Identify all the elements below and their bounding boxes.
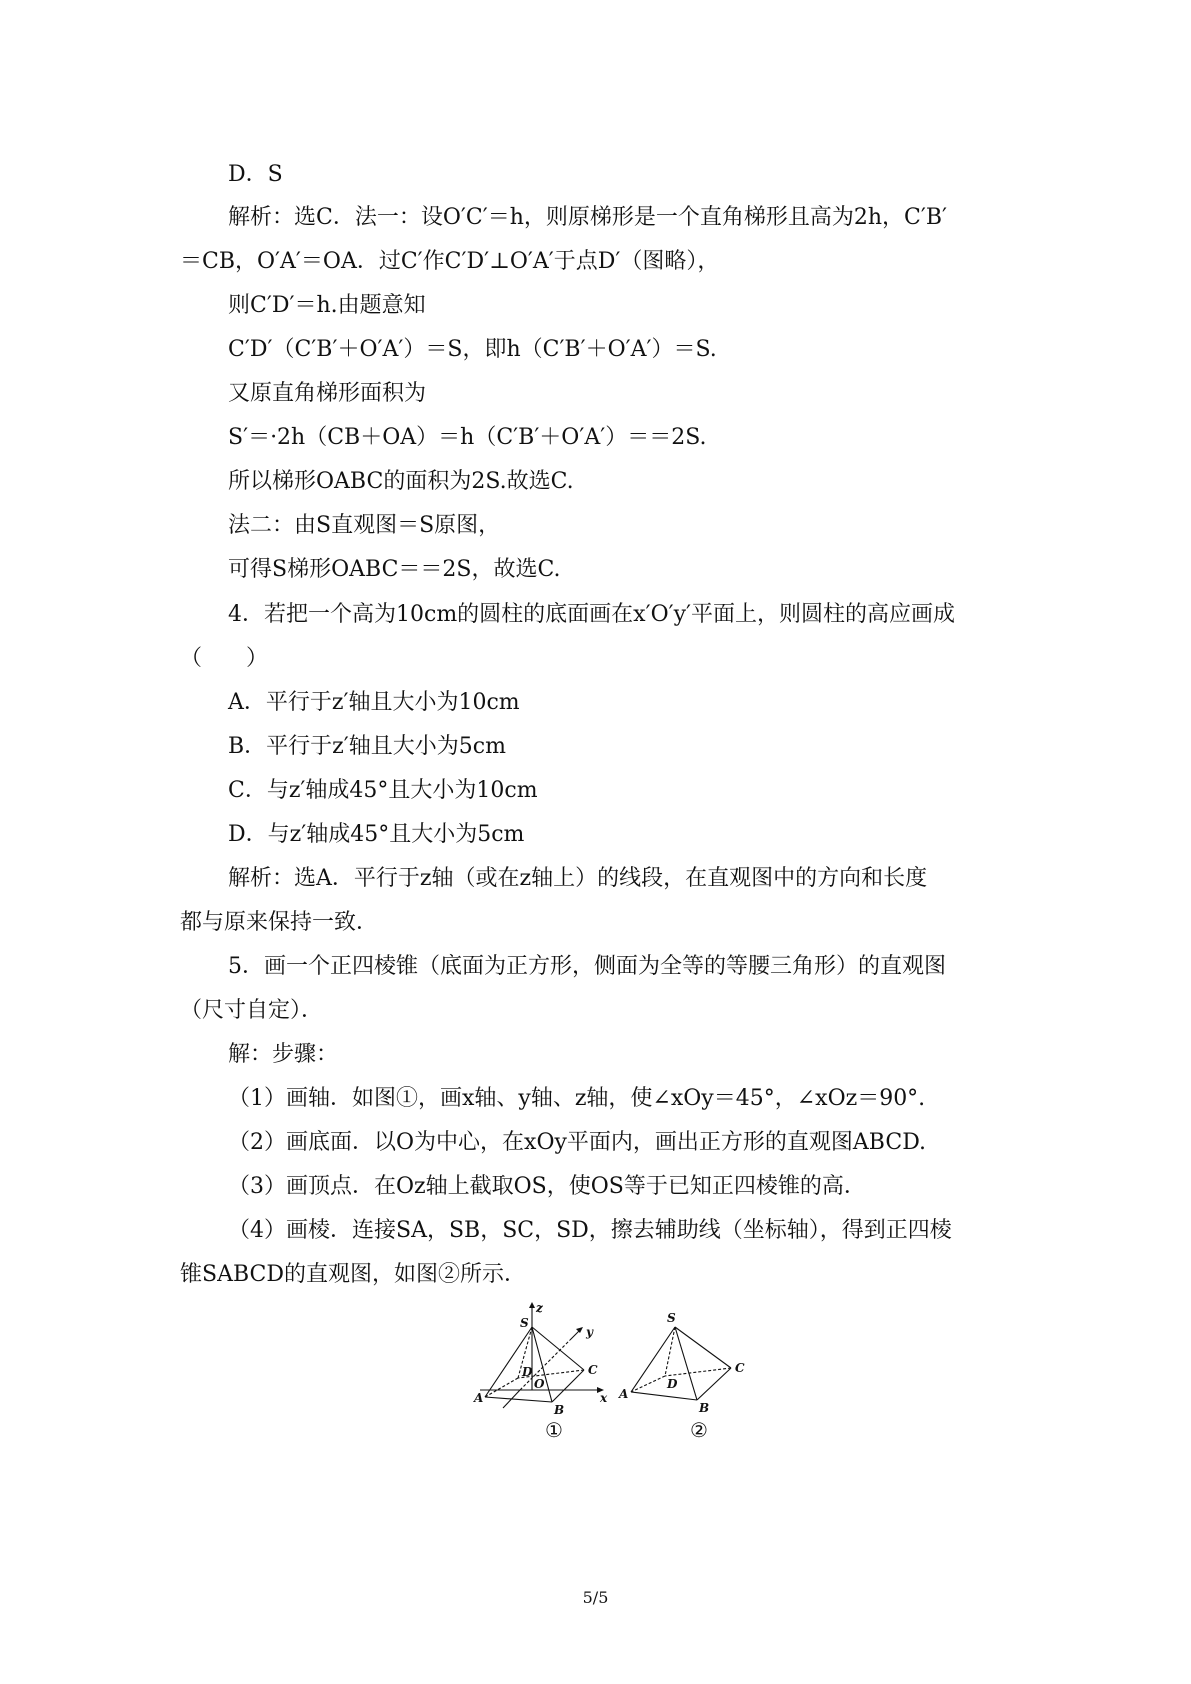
text-line: （4）画棱．连接SA，SB，SC，SD，擦去辅助线（坐标轴），得到正四棱: [228, 1218, 952, 1243]
text-line: 锥SABCD的直观图，如图②所示．: [180, 1262, 527, 1287]
vertex-label-A: A: [619, 1387, 629, 1401]
text-line: B．平行于z′轴且大小为5cm: [228, 734, 506, 759]
text-line: （ ）: [180, 646, 269, 671]
text-line: C．与z′轴成45°且大小为10cm: [228, 778, 538, 803]
text-line: 所以梯形OABC的面积为2S.故选C.: [228, 469, 574, 494]
text-line: S′＝·2h（CB＋OA）＝h（C′B′＋O′A′）＝＝2S.: [228, 425, 707, 450]
vertex-label-D: D: [522, 1365, 533, 1379]
vertex-label-A: A: [474, 1391, 484, 1405]
text-line: 5．画一个正四棱锥（底面为正方形，侧面为全等的等腰三角形）的直观图: [228, 954, 946, 979]
figure-2-caption: ②: [690, 1418, 708, 1442]
text-line: 都与原来保持一致．: [180, 910, 379, 935]
text-line: 解：步骤：: [228, 1042, 339, 1067]
text-line: 法二：由S直观图＝S原图，: [228, 513, 501, 538]
text-line: 4．若把一个高为10cm的圆柱的底面画在x′O′y′平面上，则圆柱的高应画成: [228, 602, 956, 627]
figure-1-caption: ①: [545, 1418, 563, 1442]
axis-label-z: z: [536, 1301, 543, 1315]
text-line: （尺寸自定）．: [180, 998, 324, 1023]
figure-2: [619, 1302, 773, 1442]
figure-1: [474, 1301, 628, 1442]
text-line: ＝CB，O′A′＝OA．过C′作C′D′⊥O′A′于点D′（图略），: [180, 249, 720, 274]
text-line: D．与z′轴成45°且大小为5cm: [228, 822, 525, 847]
pyramid-diagram: [619, 1302, 773, 1420]
vertex-label-S: S: [520, 1316, 529, 1330]
text-line: 则C′D′＝h.由题意知: [228, 293, 426, 318]
text-line: A．平行于z′轴且大小为10cm: [228, 690, 520, 715]
text-line: （1）画轴．如图①，画x轴、y轴、z轴，使∠xOy＝45°，∠xOz＝90°.: [228, 1086, 926, 1111]
vertex-label-B: B: [554, 1403, 565, 1417]
text-line: 又原直角梯形面积为: [228, 381, 427, 406]
vertex-label-B: B: [699, 1401, 710, 1415]
text-line: 可得S梯形OABC＝＝2S，故选C.: [228, 557, 561, 582]
pyramid-axes-diagram: [474, 1301, 628, 1420]
vertex-label-C: C: [588, 1363, 598, 1377]
axis-label-x: x: [600, 1391, 608, 1405]
page-number: 5/5: [582, 1588, 609, 1607]
axis-label-y: y: [586, 1325, 593, 1339]
vertex-label-C: C: [735, 1361, 745, 1375]
text-line: （3）画顶点．在Oz轴上截取OS，使OS等于已知正四棱锥的高．: [228, 1174, 866, 1199]
text-line: 解析：选C．法一：设O′C′＝h，则原梯形是一个直角梯形且高为2h，C′B′: [228, 205, 948, 230]
text-line: D．S: [228, 162, 283, 187]
vertex-label-O: O: [534, 1377, 545, 1391]
text-line: C′D′（C′B′＋O′A′）＝S，即h（C′B′＋O′A′）＝S.: [228, 337, 717, 362]
text-line: 解析：选A．平行于z轴（或在z轴上）的线段，在直观图中的方向和长度: [228, 866, 928, 891]
vertex-label-D: D: [667, 1377, 678, 1391]
vertex-label-S: S: [667, 1311, 676, 1325]
text-line: （2）画底面．以O为中心，在xOy平面内，画出正方形的直观图ABCD.: [228, 1130, 927, 1155]
